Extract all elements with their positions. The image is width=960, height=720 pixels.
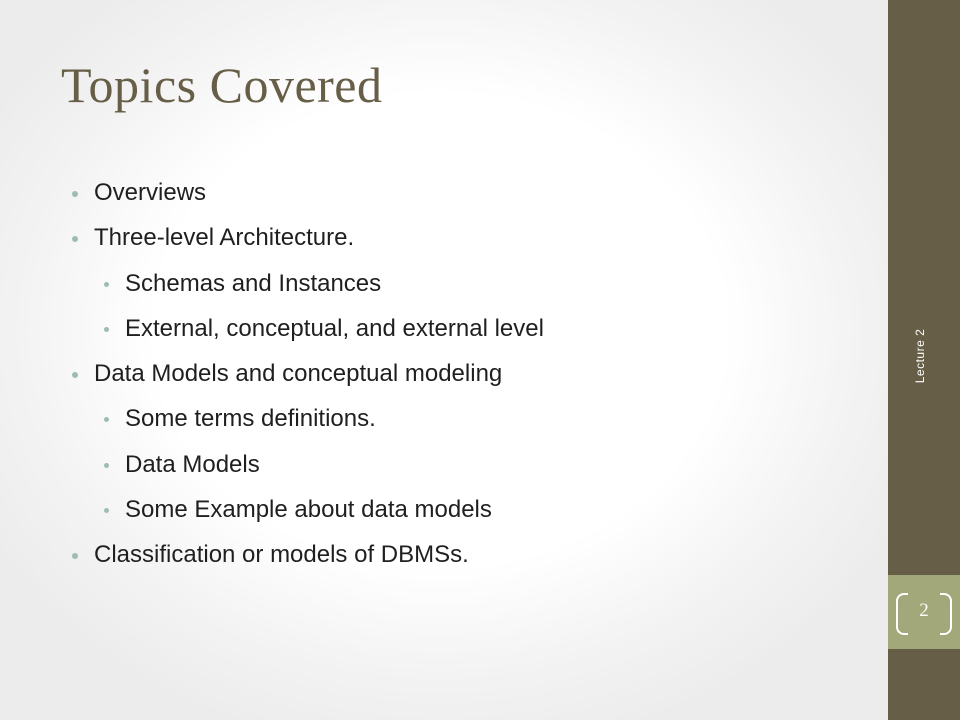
sub-bullet-item [72, 267, 544, 312]
bullet-dot-icon [72, 191, 78, 197]
bullet-list [72, 176, 544, 584]
bullet-item [72, 176, 544, 221]
bullet-dot-icon [104, 327, 109, 332]
bullet-item [72, 357, 544, 402]
bullet-text: External, conceptual, and external level [125, 314, 544, 342]
sub-bullet-item [72, 493, 544, 538]
bullet-text: Some Example about data models [125, 496, 492, 524]
page-number: 2 [919, 600, 929, 621]
bullet-dot-icon [72, 236, 78, 242]
bullet-dot-icon [72, 372, 78, 378]
bullet-text: Data Models [125, 450, 260, 478]
sub-bullet-item [72, 448, 544, 493]
bullet-dot-icon [104, 463, 109, 468]
bullet-text: Schemas and Instances [125, 269, 382, 297]
page-number-box [888, 575, 960, 649]
bullet-dot-icon [104, 417, 109, 422]
slide-footer: Lecture 2 [913, 328, 927, 384]
bullet-text: Classification or models of DBMSs. [94, 541, 469, 569]
bullet-dot-icon [104, 508, 109, 513]
sub-bullet-item [72, 402, 544, 447]
bullet-text: Overviews [94, 179, 207, 206]
slide-title: Topics Covered [61, 57, 383, 113]
bullet-item [72, 221, 544, 266]
bullet-item [72, 538, 544, 583]
bullet-text: Some terms definitions. [125, 405, 376, 433]
sub-bullet-item [72, 312, 544, 357]
right-bracket-icon [940, 593, 952, 635]
bullet-text: Data Models and conceptual modeling [94, 360, 503, 388]
bullet-text: Three-level Architecture. [94, 224, 355, 252]
bullet-dot-icon [72, 553, 78, 559]
bullet-dot-icon [104, 282, 109, 287]
